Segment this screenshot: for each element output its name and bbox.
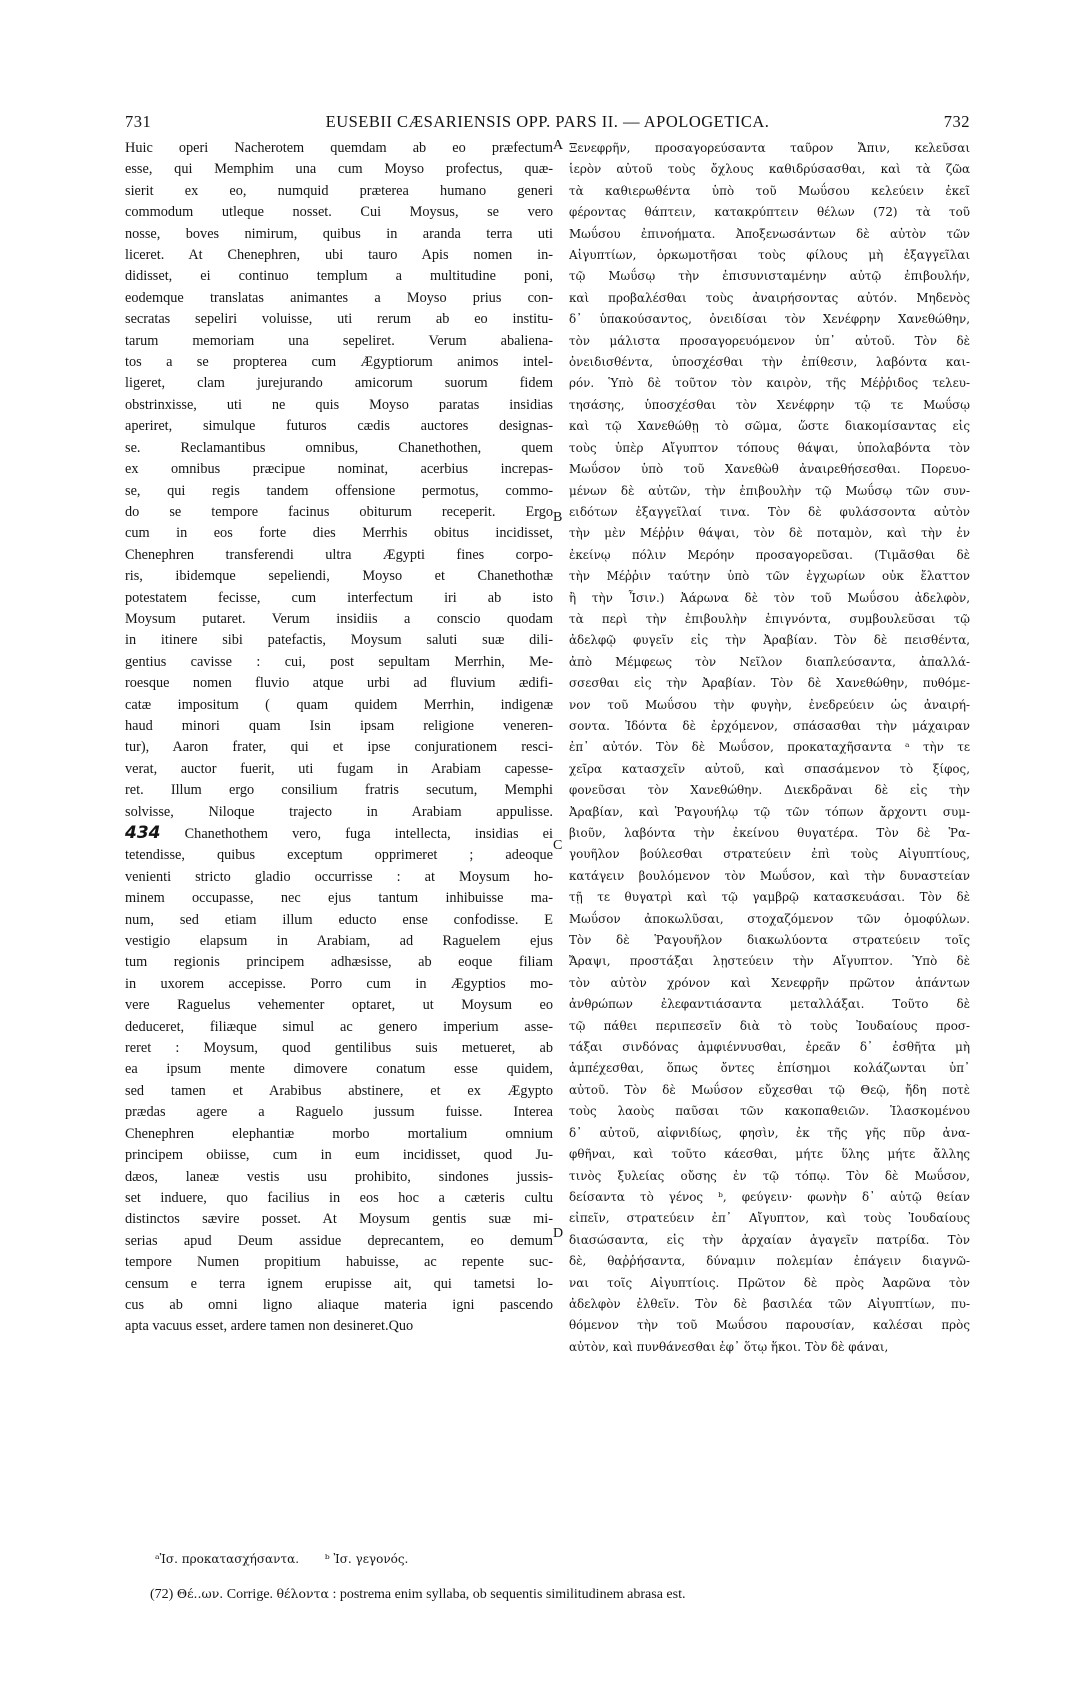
note-number: (72): [150, 1587, 174, 1602]
greek-line: τὸν μάλιστα προσαγορευόμενον ὑπ᾽ αὐτοῦ. Τὸν δὲ: [569, 333, 970, 348]
greek-line: τὰ περὶ τὴν ἐπιβουλὴν ἐπιγνόντα, συμβουλεῦσαι τῷ: [569, 611, 970, 626]
margin-marker-c: C: [553, 838, 563, 853]
footnote-variant-b: ᵇ Ἰσ. γεγονός.: [324, 1552, 409, 1566]
greek-line: θόμενον τὴν τοῦ Μωΰσου παρουσίαν, καλέσαι πρὸς: [569, 1318, 970, 1333]
latin-line: aperiret, simulque futuros cædis auctores designas-: [125, 418, 553, 435]
latin-line: in uxorem accepisse. Porro cum in Ægyptios mo-: [125, 975, 553, 992]
greek-line: γουῆλον βούλεσθαι στρατεύειν ἐπὶ τοὺς Αἰγυπτίους,: [569, 847, 970, 862]
greek-column: [569, 138, 970, 1358]
latin-line: haud minori quam Isin ipsam religione veneren-: [125, 717, 553, 734]
latin-line: [125, 823, 553, 845]
latin-line: do se tempore facinus obiturum receperit. Ergo: [125, 503, 553, 520]
greek-line: τινὸς ξυλείας οὔσης ἐν τῷ τόπῳ. Τὸν δὲ Μωΰσον,: [569, 1168, 970, 1183]
latin-line: verat, auctor fuerit, uti fugam in Arabiam capesse-: [125, 760, 553, 777]
greek-line: δ᾽ ὑπακούσαντος, ὀνειδίσαι τὸν Χενέφρην Χανεθώθην,: [569, 312, 970, 327]
running-title: EUSEBII CÆSARIENSIS OPP. PARS II. — APOLOGETICA.: [325, 112, 770, 131]
latin-line: reret : Moysum, quod gentilibus suis metueret, ab: [125, 1040, 553, 1057]
latin-line: esse, qui Memphim una cum Moyso profectus, quæ-: [125, 161, 553, 178]
greek-line: ἀπὸ Μέμφεως τὸν Νεῖλον διαπλεύσαντα, ἀπαλλά-: [569, 654, 970, 669]
greek-line: φονεῦσαι τὸν Χανεθώθην. Διεκδρᾶναι δὲ εἰς τὴν: [569, 783, 970, 798]
latin-line: Chenephren transferendi ultra Ægypti fines corpo-: [125, 546, 553, 563]
latin-line: prædas agere a Raguelo jussum fuisse. Interea: [125, 1104, 553, 1121]
latin-line: censum e terra ignem erupisse ait, qui tametsi lo-: [125, 1275, 553, 1292]
greek-line: εἰπεῖν, στρατεύειν ἐπ᾽ Αἴγυπτον, καὶ τοὺς Ἰουδαίους: [569, 1211, 970, 1226]
greek-line: σσεσθαι εἰς τὴν Ἀραβίαν. Τὸν δὲ Χανεθώθην, πυθόμε-: [569, 676, 970, 691]
greek-line: Τὸν δὲ Ῥαγουῆλον διακωλύοντα στρατεύειν τοῖς: [569, 933, 970, 948]
greek-line: φθῆναι, καὶ τοῦτο κάεσθαι, μήτε ὕλης μήτε ἄλλης: [569, 1147, 970, 1162]
greek-line: τὸν αὐτὸν χρόνον καὶ Χενεφρῆν πρῶτον ἁπάντων: [569, 975, 970, 990]
latin-line: Chenephren elephantiæ morbo mortalium omnium: [125, 1125, 553, 1142]
latin-line: venienti stricto gladio occurrisse : at Moysum ho-: [125, 868, 553, 885]
latin-line: ea ipsum mente dimovere conatum esse quidem,: [125, 1061, 553, 1078]
editorial-note: [150, 1586, 950, 1603]
running-header: [125, 112, 970, 138]
latin-line: in itinere sibi patefactis, Moysum saluti suæ dili-: [125, 632, 553, 649]
greek-line: κατάγειν βουλόμενον τὸν Μωΰσον, καὶ τὴν δυναστείαν: [569, 868, 970, 883]
latin-line: commodum utleque nosset. Cui Moysus, se vero: [125, 204, 553, 221]
latin-line: eodemque translatas animantes a Moyso prius con-: [125, 289, 553, 306]
greek-line: ἐκείνῳ πόλιν Μερόην προσαγορεῦσαι. (Τιμᾶσθαι δὲ: [569, 547, 970, 562]
latin-line: Huic operi Nacherotem quemdam ab eo præfectum: [125, 140, 553, 156]
latin-line: tum regionis principem adhæsisse, ab eoque filiam: [125, 954, 553, 971]
latin-line: liceret. At Chenephren, ubi tauro Apis nomen in-: [125, 247, 553, 264]
latin-line: didisset, ei continuo templum a multitudine poni,: [125, 268, 553, 285]
greek-line: Μωΰσου ἐπινοήματα. Ἀποξενωσάντων δὲ αὐτὸν τῶν: [569, 226, 970, 241]
greek-line: τοὺς ὑπὲρ Αἴγυπτον τόπους θάψαι, ὑπολαβόντα τὸν: [569, 440, 970, 455]
greek-line: μένων δὲ αὐτῶν, τὴν ἐπιβουλὴν τῷ Μωΰσῳ τῶν συν-: [569, 483, 970, 498]
latin-line: tarum memoriam una sepeliret. Verum abaliena-: [125, 332, 553, 349]
latin-line: gentius cavisse : cui, post sepultam Merrhin, Me-: [125, 653, 553, 670]
latin-line: vestigio elapsum in Arabiam, ad Raguelem ejus: [125, 933, 553, 950]
latin-line: solvisse, Niloque trajecto in Arabiam appulisse.: [125, 803, 553, 820]
latin-line: deduceret, filiæque simul ac genero imperium asse-: [125, 1018, 553, 1035]
greek-line: τῷ πάθει περιπεσεῖν διὰ τὸ τοὺς Ἰουδαίους προσ-: [569, 1018, 970, 1033]
latin-line: tur), Aaron frater, qui et ipse conjurationem resci-: [125, 739, 553, 756]
note-correction-label: Corrige.: [226, 1587, 274, 1602]
latin-line: num, sed etiam illum educto ense confodisse. E: [125, 911, 553, 928]
greek-line: τοὺς λαοὺς παῦσαι τῶν κακοπαθειῶν. Ἱλασκομένου: [569, 1104, 970, 1119]
latin-line: tetendisse, quibus exceptum opprimeret ; adeoque: [125, 847, 553, 864]
greek-line: ὀνειδισθέντα, ὑποσχέσθαι τὴν ἐπίθεσιν, λαβόντα και-: [569, 355, 970, 370]
greek-line: ἐπ᾽ αὐτόν. Τὸν δὲ Μωΰσον, προκαταχῆσαντα ᵃ τὴν τε: [569, 740, 970, 755]
latin-line: sed tamen et Arabibus abstinere, et ex Ægypto: [125, 1082, 553, 1099]
page-number-right: 732: [943, 112, 970, 131]
latin-line: vere Raguelus vehementer optaret, ut Moysum eo: [125, 997, 553, 1014]
latin-line: serias apud Deum assidue deprecantem, eo demum: [125, 1232, 553, 1249]
note-explanation: : postrema enim syllaba, ob sequentis similitudinem abrasa est.: [332, 1587, 686, 1602]
marginal-number: 434: [125, 823, 161, 843]
latin-line-text: Chanethothem vero, fuga intellecta, insidias ei: [184, 826, 553, 842]
latin-column: [125, 138, 553, 1338]
greek-line: ναι τοῖς Αἰγυπτίοις. Πρῶτον δὲ πρὸς Ἀαρῶνα τὸν: [569, 1275, 970, 1290]
greek-variant-footnotes: [155, 1552, 430, 1566]
latin-line: tos a se propterea cum Ægyptiorum animos intel-: [125, 354, 553, 371]
greek-line: ειδότων ἐξαγγεῖλαί τινα. Τὸν δὲ φυλάσσοντα αὐτὸν: [569, 504, 970, 519]
greek-line: ρόν. Ὑπὸ δὲ τοῦτον τὸν καιρὸν, τῆς Μέῤῥιδος τελευ-: [569, 376, 970, 391]
latin-line: roesque nomen fluvio atque urbi ad fluvium ædifi-: [125, 675, 553, 692]
greek-line: Ξενεφρῆν, προσαγορεύσαντα ταῦρον Ἄπιν, κελεῦσαι: [569, 141, 970, 155]
greek-line: Μωΰσον ὑπὸ τοῦ Χανεθὼθ ἀναιρεθήσεσθαι. Πορευο-: [569, 462, 970, 477]
greek-line: καὶ τῷ Χανεθώθῃ τὸ σῶμα, ὥστε διακομίσαντας εἰς: [569, 419, 970, 434]
greek-line: αὐτοῦ. Τὸν δὲ Μωΰσον εὔχεσθαι τῷ Θεῷ, ἤδη ποτὲ: [569, 1082, 970, 1097]
greek-line: δὲ, θαῤῥήσαντα, δύναμιν πολεμίαν ἐπάγειν διαγνῶ-: [569, 1254, 970, 1269]
greek-line: Ἄραψι, προστάξαι λῃστεύειν τὴν Αἴγυπτον. Ὑπὸ δὲ: [569, 954, 970, 969]
greek-line: τῷ Μωΰσῳ τὴν ἐπισυνισταμένην αὐτῷ ἐπιβουλήν,: [569, 269, 970, 284]
latin-line: set induere, quo facilius in eos hoc a cæteris cultu: [125, 1189, 553, 1206]
greek-line: καὶ προβαλέσθαι τοὺς ἀναιρήσοντας αὐτόν. Μηδενὸς: [569, 290, 970, 305]
greek-line: δείσαντα τὸ γένος ᵇ, φεύγειν· φωνὴν δ᾽ αὐτῷ θείαν: [569, 1189, 970, 1204]
latin-line: secratas sepeliri voluisse, uti rerum ab eo institu-: [125, 311, 553, 328]
margin-marker-b: B: [553, 510, 563, 525]
note-greek-corrected: θέλοντα: [276, 1586, 329, 1601]
latin-line: catæ impositum ( quam quidem Merrhin, indigenæ: [125, 696, 553, 713]
greek-line: δ᾽ αὐτοῦ, αἰφνιδίως, φησὶν, ἐκ τῆς γῆς πῦρ ἀνα-: [569, 1125, 970, 1140]
greek-line: ἀμπέχεσθαι, ὅπως ὄντες ἐπίσημοι κολάζωνται ὑπ᾽: [569, 1061, 970, 1076]
footnote-variant-a: ᵃἸσ. προκατασχήσαντα.: [155, 1552, 300, 1566]
latin-line: minem occupasse, nec ejus tantum inhibuisse ma-: [125, 890, 553, 907]
greek-line: τησάσης, ὑποσχέσθαι τὸν Χενέφρην τῷ τε Μωΰσῳ: [569, 397, 970, 412]
margin-marker-a: A: [553, 138, 564, 153]
greek-line: νον τοῦ Μωΰσου τὴν φυγὴν, ἐνεδρεύειν ὡς ἀναιρή-: [569, 697, 970, 712]
greek-line: αὐτὸν, καὶ πυνθάνεσθαι ἐφ᾽ ὅτῳ ἥκοι. Τὸν δὲ φάναι,: [569, 1339, 889, 1354]
note-greek-damaged: Θέ..ων.: [176, 1586, 224, 1601]
latin-line: potestatem fecisse, cum interfectum iri ab isto: [125, 589, 553, 606]
greek-line: ἀνθρώπων ἐλεφαντιάσαντα μεταλλάξαι. Τοῦτο δὲ: [569, 997, 970, 1012]
latin-line: ligeret, clam jurejurando amicorum suorum fidem: [125, 375, 553, 392]
greek-line: τὴν μὲν Μέῤῥιν θάψαι, τὸν δὲ ποταμὸν, καὶ τὴν ἐν: [569, 526, 970, 541]
greek-line: Ἀραβίαν, καὶ Ῥαγουήλῳ τῷ τῶν τόπων ἄρχοντι συμ-: [569, 804, 970, 819]
latin-line: nosse, boves nimirum, quibus in aranda terra uti: [125, 225, 553, 242]
latin-line: Moysum putaret. Verum insidiis a conscio quodam: [125, 610, 553, 627]
greek-line: ἱερὸν αὐτοῦ τοὺς ὄχλους καθιδρύσασθαι, καὶ τὰ ζῶα: [569, 162, 970, 177]
greek-line: Μωΰσον ἀποκωλῦσαι, στοχαζόμενον τῶν ὁμοφύλων.: [569, 911, 970, 926]
page-number-left: 731: [125, 112, 152, 131]
latin-line: ret. Illum ergo consilium fratris secutum, Memphi: [125, 782, 553, 799]
latin-line: se. Reclamantibus omnibus, Chanethothen, quem: [125, 439, 553, 456]
greek-line: διασώσαντα, εἰς τὴν ἀρχαίαν ἀγαγεῖν πατρίδα. Τὸν: [569, 1232, 970, 1247]
latin-line: cus ab omni ligno aliaque materia igni pascendo: [125, 1296, 553, 1313]
latin-line: sierit ex eo, numquid præterea humano generi: [125, 182, 553, 199]
latin-line: ris, ibidemque sepeliendi, Moyso et Chanethothæ: [125, 568, 553, 585]
latin-line: tempore Numen propitium habuisse, ac repente suc-: [125, 1254, 553, 1271]
latin-line: obstrinxisse, uti ne quis Moyso paratas insidias: [125, 396, 553, 413]
greek-line: χεῖρα κατασχεῖν αὐτοῦ, καὶ σπασάμενον τὸ ξίφος,: [569, 761, 970, 776]
greek-line: τὰ καθιερωθέντα ὑπὸ τοῦ Μωΰσου κελεύειν ἐκεῖ: [569, 183, 970, 198]
margin-marker-d: D: [553, 1226, 564, 1241]
latin-line: dæos, laneæ vestis usu prohibito, sindones jussis-: [125, 1168, 553, 1185]
latin-line: se, qui regis tandem offensione permotus, commo-: [125, 482, 553, 499]
latin-line: cum in eos forte dies Merrhis obitus incidisset,: [125, 525, 553, 542]
latin-line: ex omnibus præcipue nominat, acerbius increpas-: [125, 461, 553, 478]
greek-line: ἀδελφὸν ἐλθεῖν. Τὸν δὲ βασιλέα τῶν Αἰγυπτίων, πυ-: [569, 1296, 970, 1311]
greek-line: βιοῦν, λαβόντα τὴν ἐκείνου θυγατέρα. Τὸν δὲ Ῥα-: [569, 826, 970, 840]
latin-line: principem obiisse, cum in eum incidisset, quod Ju-: [125, 1147, 553, 1164]
greek-line: ἢ τὴν Ἶσιν.) Ἀάρωνα δὲ τὸν τοῦ Μωΰσου ἀδελφὸν,: [569, 590, 970, 605]
latin-line: distinctos sævire posset. At Moysum gentis suæ mi-: [125, 1211, 553, 1228]
latin-line: apta vacuus esset, ardere tamen non desineret.Quo: [125, 1318, 414, 1335]
greek-line: ἀδελφῷ φυγεῖν εἰς τὴν Ἀραβίαν. Τὸν δὲ πεισθέντα,: [569, 633, 970, 648]
greek-line: τάξαι σινδόνας ἀμφιέννυσθαι, ἐρεᾶν δ᾽ ἐσθῆτα μὴ: [569, 1040, 970, 1055]
greek-line: τῇ τε θυγατρὶ καὶ τῷ γαμβρῷ κατασκευάσαι. Τὸν δὲ: [569, 890, 970, 905]
greek-line: τὴν Μέῤῥιν ταύτην ὑπὸ τῶν ἐγχωρίων οὐκ ἔλαττον: [569, 569, 970, 584]
greek-line: σοντα. Ἰδόντα δὲ ἐρχόμενον, σπάσασθαι τὴν μάχαιραν: [569, 718, 970, 733]
greek-line: Αἰγυπτίων, ὁρκωμοτῆσαι τοὺς φίλους μὴ ἐξαγγεῖλαι: [569, 248, 970, 263]
greek-line: φέροντας θάπτειν, κατακρύπτειν θέλων (72) τὰ τοῦ: [569, 205, 970, 220]
